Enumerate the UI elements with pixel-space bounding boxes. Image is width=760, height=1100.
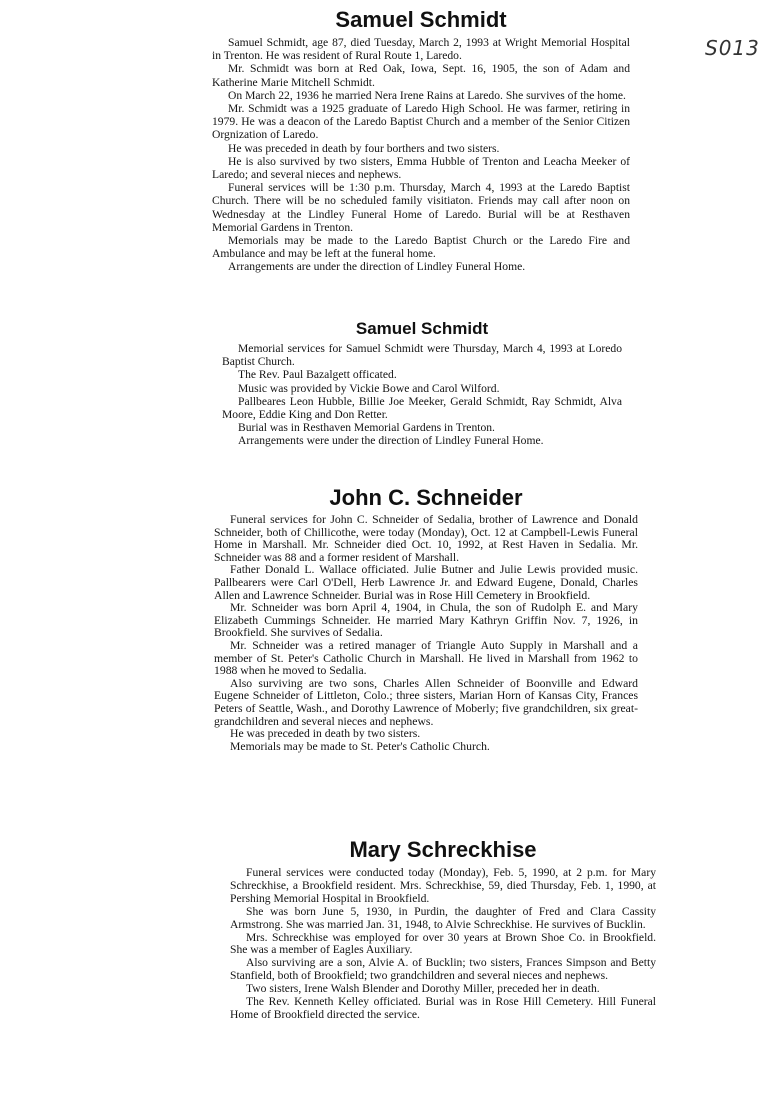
obituary-paragraph: Samuel Schmidt, age 87, died Tuesday, March 2, 1993 at Wright Memorial Hospital in Trenton. He was resident of Rural Route 1, Laredo. — [212, 36, 630, 63]
obituary-paragraph: Funeral services for John C. Schneider of Sedalia, brother of Lawrence and Donald Schneider, both of Chillicothe, were today (Monday), Oct. 12 at Campbell-Lewis Funeral Home in Marshall. Mr. Schneider died Oct. 10, 1992, at Rest Haven in Sedalia. Mr. Schneider was 88 and a former resident of Marshall. — [214, 513, 638, 564]
obituary-paragraph: Mr. Schneider was born April 4, 1904, in Chula, the son of Rudolph E. and Mary Elizabeth Cummings Schneider. He married Mary Kathryn Griffin Nov. 7, 1926, in Brookfield. She survives of Sedalia. — [214, 601, 638, 640]
obituary-paragraph: Father Donald L. Wallace officiated. Julie Butner and Julie Lewis provided music. Pallbearers were Carl O'Dell, Herb Lawrence Jr. and Edward Eugene, Donald, Charles Allen and Lawrence Schneider. Burial was in Rose Hill Cemetery in Brookfield. — [214, 563, 638, 602]
obituary-paragraph: Mr. Schmidt was a 1925 graduate of Laredo High School. He was farmer, retiring in 1979. He was a deacon of the Laredo Baptist Church and a member of the Senior Citizen Orgnization of Laredo. — [212, 102, 630, 142]
obituary-paragraph: Funeral services were conducted today (Monday), Feb. 5, 1990, at 2 p.m. for Mary Schreckhise, a Brookfield resident. Mrs. Schreckhise, 59, died Thursday, Feb. 1, 1990, at Pershing Memorial Hospital in Brookfield. — [230, 866, 656, 905]
obituary-paragraph: The Rev. Paul Bazalgett officated. — [238, 368, 397, 382]
obituary-paragraph: On March 22, 1936 he married Nera Irene Rains at Laredo. She survives of the home. — [228, 88, 626, 102]
obituary-paragraph: Funeral services will be 1:30 p.m. Thursday, March 4, 1993 at the Laredo Baptist Church. There will be no scheduled family visitiaton. Friends may call after noon on Wednesday at the Lindley Funeral Home of Laredo. Burial will be at Resthaven Memorial Gardens in Trenton. — [212, 181, 630, 234]
obituary-paragraph: Memorials may be made to St. Peter's Catholic Church. — [230, 739, 490, 753]
obituary-paragraph: Memorials may be made to the Laredo Baptist Church or the Laredo Fire and Ambulance and may be left at the funeral home. — [212, 234, 630, 261]
obituary-paragraph: Pallbeares Leon Hubble, Billie Joe Meeker, Gerald Schmidt, Ray Schmidt, Alva Moore, Eddie King and Don Retter. — [222, 394, 622, 422]
obituary-paragraph: Two sisters, Irene Walsh Blender and Dorothy Miller, preceded her in death. — [246, 982, 600, 996]
page-code-annotation: S013 — [705, 36, 760, 60]
obituary-paragraph: Burial was in Resthaven Memorial Gardens in Trenton. — [238, 421, 495, 435]
obituary-paragraph: Arrangements were under the direction of Lindley Funeral Home. — [238, 434, 544, 448]
obituary-paragraph: He was preceded in death by two sisters. — [230, 727, 421, 741]
obituary-heading: Mary Schreckhise — [349, 837, 537, 862]
obituary-clipping — [230, 836, 656, 1092]
obituary-paragraph: Also surviving are two sons, Charles Allen Schneider of Boonville and Edward Eugene Schneider of Littleton, Colo.; three sisters, Marian Horn of Kansas City, Frances Peters of Seattle, Wash., and Dorothy Lawrence of Moberly; five grandchildren, six great-grandchildren and several nieces and nephews. — [214, 676, 638, 728]
obituary-paragraph: Music was provided by Vickie Bowe and Carol Wilford. — [238, 381, 500, 395]
obituary-paragraph: Arrangements are under the direction of Lindley Funeral Home. — [228, 260, 526, 274]
obituary-clipping — [212, 6, 630, 306]
obituary-paragraph: He was preceded in death by four borthers and two sisters. — [228, 141, 500, 155]
obituary-paragraph: The Rev. Kenneth Kelley officiated. Burial was in Rose Hill Cemetery. Hill Funeral Home of Brookfield directed the service. — [230, 995, 656, 1021]
obituary-heading: Samuel Schmidt — [335, 7, 507, 32]
obituary-paragraph: Memorial services for Samuel Schmidt were Thursday, March 4, 1993 at Loredo Baptist Church. — [222, 342, 622, 369]
obituary-heading: John C. Schneider — [329, 485, 523, 510]
obituary-paragraph: She was born June 5, 1930, in Purdin, the daughter of Fred and Clara Cassity Armstrong. She was married Jan. 31, 1948, to Alvie Schreckhise. He survives of Bucklin. — [230, 904, 656, 931]
obituary-heading: Samuel Schmidt — [355, 319, 489, 338]
obituary-paragraph: He is also survived by two sisters, Emma Hubble of Trenton and Leacha Meeker of Laredo; and several nieces and nephews. — [212, 154, 630, 182]
obituary-paragraph: Mr. Schmidt was born at Red Oak, Iowa, Sept. 16, 1905, the son of Adam and Katherine Marie Mitchell Schmidt. — [212, 62, 630, 89]
obituary-clipping — [214, 484, 638, 810]
obituary-paragraph: Also surviving are a son, Alvie A. of Bucklin; two sisters, Frances Simpson and Betty Stanfield, both of Brookfield; two grandchildren and several nieces and nephews. — [230, 956, 656, 983]
obituary-paragraph: Mr. Schneider was a retired manager of Triangle Auto Supply in Marshall and a member of St. Peter's Catholic Church in Marshall. He lived in Marshall from 1962 to 1988 when he moved to Sedalia. — [214, 638, 638, 678]
obituary-paragraph: Mrs. Schreckhise was employed for over 30 years at Brown Shoe Co. in Brookfield. She was a member of Eagles Auxiliary. — [230, 930, 656, 957]
obituary-clipping — [222, 318, 622, 456]
